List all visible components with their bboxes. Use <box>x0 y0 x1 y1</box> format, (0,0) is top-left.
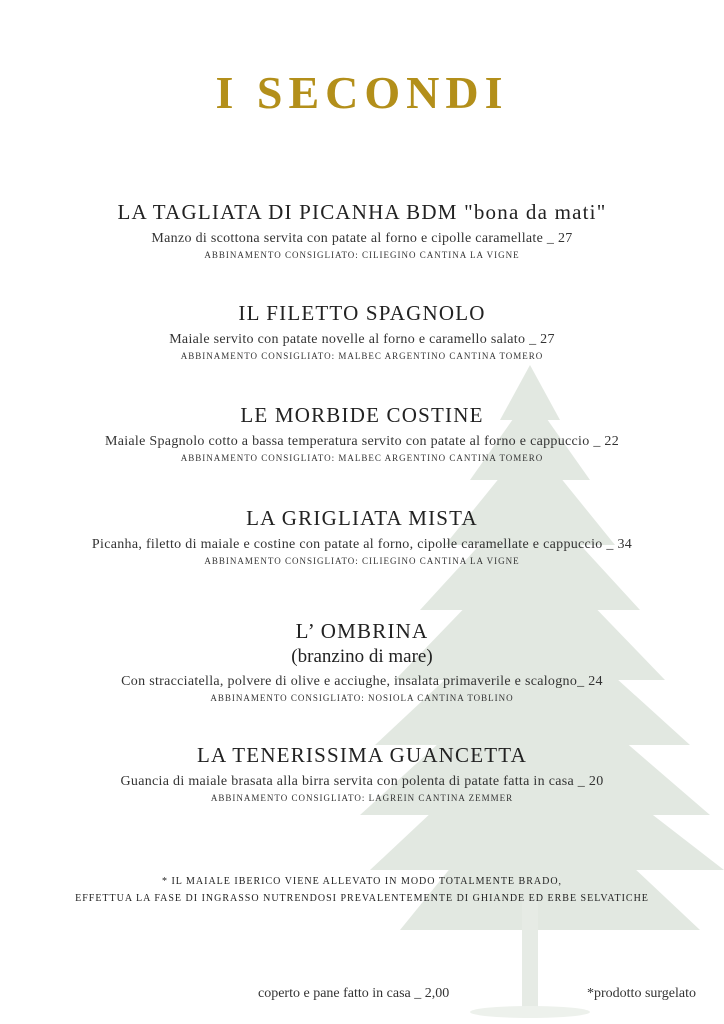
dish-name: IL FILETTO SPAGNOLO <box>238 301 486 325</box>
note-line-1: * IL MAIALE IBERICO VIENE ALLEVATO IN MODO TOTALMENTE BRADO, <box>161 876 563 887</box>
wine-pairing: ABBINAMENTO CONSIGLIATO: CILIEGINO CANTINA LA VIGNE <box>204 250 520 260</box>
dish-name: LE MORBIDE COSTINE <box>240 403 484 427</box>
dish-grigliata <box>0 506 724 566</box>
wine-pairing: ABBINAMENTO CONSIGLIATO: NOSIOLA CANTINA TOBLINO <box>210 693 514 703</box>
iberico-note <box>0 873 724 907</box>
dish-description: Con stracciatella, polvere di olive e acciughe, insalata primaverile e scalogno_ 24 <box>121 674 603 689</box>
dish-name: L’ OMBRINA <box>295 619 429 643</box>
dish-guancetta <box>0 743 724 803</box>
page-title: I SECONDI <box>215 67 509 118</box>
dish-name: LA TENERISSIMA GUANCETTA <box>196 743 528 767</box>
dish-description: Maiale Spagnolo cotto a bassa temperatura servito con patate al forno e cappuccio _ 22 <box>104 434 620 449</box>
dish-tagliata <box>0 200 724 260</box>
dish-description: Manzo di scottona servita con patate al forno e cipolle caramellate _ 27 <box>151 231 573 246</box>
dish-description: Guancia di maiale brasata alla birra servita con polenta di patate fatta in casa _ 20 <box>120 774 604 789</box>
wine-pairing: ABBINAMENTO CONSIGLIATO: MALBEC ARGENTINO CANTINA TOMERO <box>180 453 544 463</box>
dish-description: Picanha, filetto di maiale e costine con patate al forno, cipolle caramellate e cappuccio _ 34 <box>91 537 633 552</box>
wine-pairing: ABBINAMENTO CONSIGLIATO: LAGREIN CANTINA ZEMMER <box>210 793 514 803</box>
coperto-price: coperto e pane fatto in casa _ 2,00 <box>258 986 450 1001</box>
wine-pairing: ABBINAMENTO CONSIGLIATO: MALBEC ARGENTINO CANTINA TOMERO <box>180 351 544 361</box>
dish-filetto <box>0 301 724 361</box>
dish-ombrina <box>0 619 724 703</box>
frozen-product-note: *prodotto surgelato <box>587 986 697 1001</box>
wine-pairing: ABBINAMENTO CONSIGLIATO: CILIEGINO CANTINA LA VIGNE <box>204 556 520 566</box>
note-line-2: EFFETTUA LA FASE DI INGRASSO NUTRENDOSI PREVALENTEMENTE DI GHIANDE ED ERBE SELVATICHE <box>75 893 649 904</box>
dish-name: LA TAGLIATA DI PICANHA BDM "bona da mati" <box>117 200 607 224</box>
dish-description: Maiale servito con patate novelle al forno e caramello salato _ 27 <box>169 332 555 347</box>
dish-name: LA GRIGLIATA MISTA <box>246 506 478 530</box>
dish-costine <box>0 403 724 463</box>
dish-subtitle: (branzino di mare) <box>291 646 433 667</box>
